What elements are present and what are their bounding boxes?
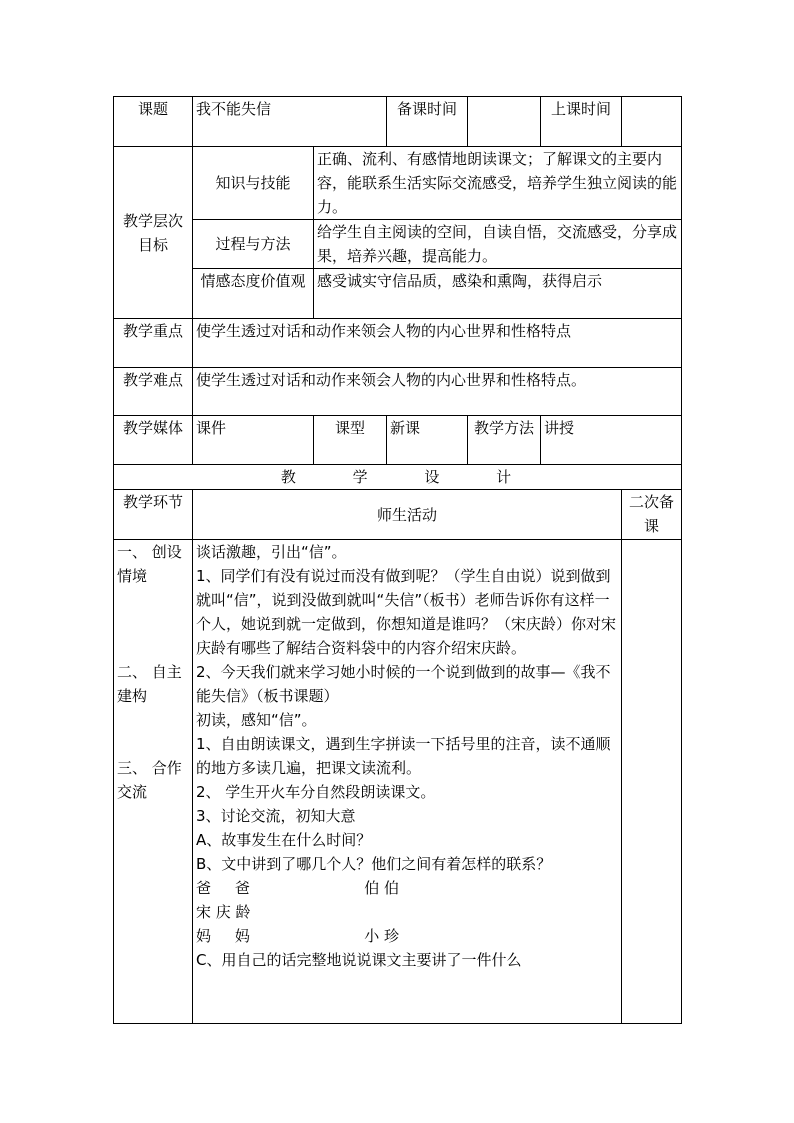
objective-name: 情感态度价值观: [193, 269, 314, 319]
objective-text: 正确、流利、有感情地朗读课文；了解课文的主要内容，能联系生活实际交流感受，培养学生独立阅读的能力。: [314, 147, 682, 220]
activity-line: 2、 学生开火车分自然段朗读课文。: [196, 783, 436, 801]
prep-time-value: [468, 97, 541, 147]
design-body-row: [114, 540, 682, 1024]
revision-column-header: 二次备课: [622, 490, 682, 540]
activity-line: 1、同学们有没有说过而没有做到呢？（学生自由说）说到做到就叫“信”，说到没做到就叫“失信”（板书）老师告诉你有这样一个人，她说到就一定做到，你想知道是谁吗？（宋庆龄）你对宋庆龄有哪些了解结合资料袋中的内容介绍宋庆龄。: [196, 567, 617, 657]
objective-name: 知识与技能: [193, 147, 314, 220]
class-time-value: [622, 97, 682, 147]
lesson-type-value: 新课: [387, 416, 468, 465]
activity-line: 2、今天我们就来学习她小时候的一个说到做到的故事—《我不能失信》（板书课题）: [196, 663, 611, 705]
objective-row: [114, 269, 682, 319]
method-label: 教学方法: [468, 416, 541, 465]
objectives-label: 教学层次目标: [114, 147, 193, 319]
design-title-row: [114, 465, 682, 490]
lesson-plan: [113, 96, 681, 1024]
stage-column-header: 教学环节: [114, 490, 193, 540]
activity-line: C、用自己的话完整地说说课文主要讲了一件什么: [196, 951, 522, 969]
objective-text: 感受诚实守信品质，感染和熏陶，获得启示: [314, 269, 682, 319]
revision-cell: [622, 540, 682, 1024]
topic-value: 我不能失信: [193, 97, 387, 147]
activity-cell: [193, 540, 622, 1024]
objective-row: [114, 147, 682, 220]
activity-line: 宋 庆 龄: [196, 903, 251, 921]
media-label: 教学媒体: [114, 416, 193, 465]
lesson-plan-table: [113, 96, 682, 1024]
stage-item: 二、 自主建构: [117, 663, 182, 705]
key-point-row: [114, 319, 682, 368]
activity-line: 3、讨论交流，初知大意: [196, 807, 356, 825]
stage-item: 三、 合作交流: [117, 759, 182, 801]
activity-line: A、故事发生在什么时间？: [196, 831, 372, 849]
activity-line: 初读，感知“信”。: [196, 711, 317, 729]
design-title: 教 学 设 计: [114, 465, 682, 490]
stage-cell: [114, 540, 193, 1024]
activity-line: B、文中讲到了哪几个人？他们之间有着怎样的联系？: [196, 855, 552, 873]
objective-text: 给学生自主阅读的空间，自读自悟，交流感受，分享成果，培养兴趣，提高能力。: [314, 220, 682, 269]
activity-line: 1、自由朗读课文，遇到生字拼读一下括号里的注音，读不通顺的地方多读几遍，把课文读流利。: [196, 735, 611, 777]
method-value: 讲授: [541, 416, 682, 465]
difficulty-label: 教学难点: [114, 368, 193, 416]
objective-row: [114, 220, 682, 269]
prep-time-label: 备课时间: [387, 97, 468, 147]
activity-line: 爸 爸 伯 伯: [196, 879, 400, 897]
media-value: 课件: [193, 416, 314, 465]
activity-column-header: 师生活动: [193, 490, 622, 540]
difficulty-row: [114, 368, 682, 416]
header-row: [114, 97, 682, 147]
objective-name: 过程与方法: [193, 220, 314, 269]
activity-line: 谈话激趣，引出“信”。: [196, 543, 347, 561]
activity-line: 妈 妈 小 珍: [196, 927, 400, 945]
key-point-text: 使学生透过对话和动作来领会人物的内心世界和性格特点: [193, 319, 682, 368]
class-time-label: 上课时间: [541, 97, 622, 147]
design-header-row: [114, 490, 682, 540]
lesson-type-label: 课型: [314, 416, 387, 465]
key-point-label: 教学重点: [114, 319, 193, 368]
difficulty-text: 使学生透过对话和动作来领会人物的内心世界和性格特点。: [193, 368, 682, 416]
topic-label: 课题: [114, 97, 193, 147]
media-row: [114, 416, 682, 465]
stage-item: 一、 创设情境: [117, 543, 182, 585]
